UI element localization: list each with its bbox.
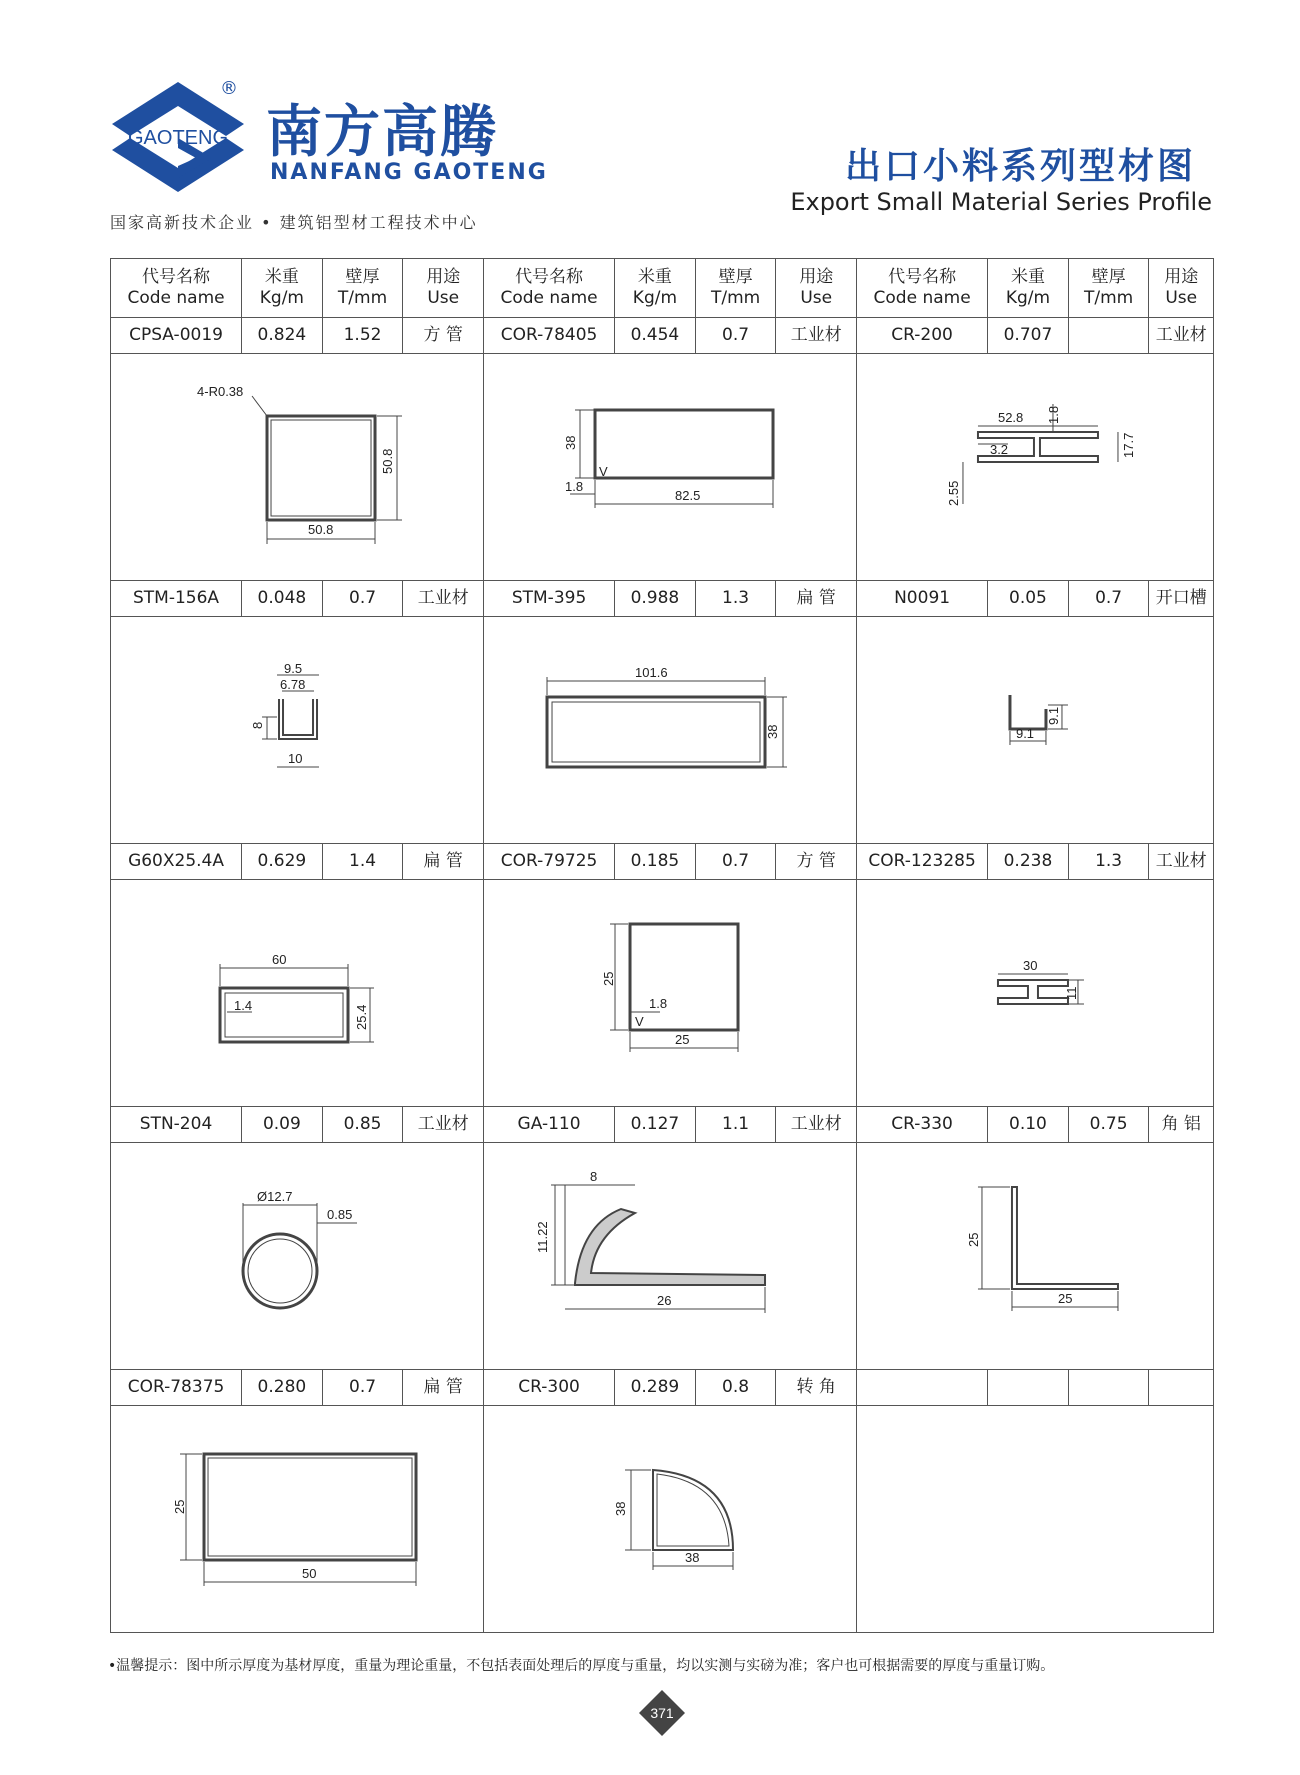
drawing-g60x25-4a bbox=[111, 880, 484, 1107]
profile-table bbox=[110, 258, 1214, 1633]
header-thick-cn: 壁厚 bbox=[345, 267, 380, 287]
cell-weight: 0.988 bbox=[615, 581, 696, 617]
drawing-row bbox=[111, 880, 1214, 1107]
drawing-n0091 bbox=[857, 617, 1214, 844]
header-weight-cn: 米重 bbox=[1010, 267, 1045, 287]
header-weight bbox=[615, 259, 696, 318]
header-thick bbox=[1068, 259, 1149, 318]
cell-weight bbox=[988, 1370, 1069, 1406]
drawing-cr-300 bbox=[484, 1406, 857, 1633]
dim-width: 30 bbox=[1023, 958, 1038, 973]
drawing-row bbox=[111, 1143, 1214, 1370]
cell-weight: 0.280 bbox=[242, 1370, 323, 1406]
cell-use bbox=[1149, 1370, 1214, 1406]
dim-width: 60 bbox=[272, 952, 287, 967]
header-weight-cn: 米重 bbox=[264, 267, 299, 287]
profile-drawing bbox=[484, 354, 856, 580]
dim-height: 38 bbox=[613, 1501, 629, 1516]
header-weight-en: Kg/m bbox=[1005, 288, 1051, 308]
header-code-cn: 代号名称 bbox=[888, 267, 957, 287]
cell-code: CPSA-0019 bbox=[111, 318, 242, 354]
cell-code: CR-330 bbox=[857, 1107, 988, 1143]
dim-width: 50.8 bbox=[308, 522, 334, 537]
table-row bbox=[111, 1107, 1214, 1143]
brand-name-cn: 南方高腾 bbox=[266, 100, 498, 165]
cell-use: 工业材 bbox=[1149, 844, 1214, 880]
cell-use: 扁 管 bbox=[403, 844, 484, 880]
cell-thick: 0.7 bbox=[695, 844, 776, 880]
header-thick-en: T/mm bbox=[337, 288, 388, 308]
dim-height: 38 bbox=[563, 435, 579, 450]
cell-thick: 1.1 bbox=[695, 1107, 776, 1143]
cell-code: STM-156A bbox=[111, 581, 242, 617]
cell-code: N0091 bbox=[857, 581, 988, 617]
dim-width: 82.5 bbox=[675, 488, 701, 503]
cell-weight: 0.707 bbox=[988, 318, 1069, 354]
page-number: 371 bbox=[650, 1705, 674, 1721]
header-weight bbox=[988, 259, 1069, 318]
cell-thick: 1.3 bbox=[695, 581, 776, 617]
header-code bbox=[111, 259, 242, 318]
cell-thick: 0.7 bbox=[1068, 581, 1149, 617]
cell-use: 开口槽 bbox=[1149, 581, 1214, 617]
dim-top: 8 bbox=[590, 1169, 598, 1184]
cell-use: 角 铝 bbox=[1149, 1107, 1214, 1143]
table-row bbox=[111, 318, 1214, 354]
cell-thick bbox=[1068, 318, 1149, 354]
cell-use: 扁 管 bbox=[776, 581, 857, 617]
cell-use: 转 角 bbox=[776, 1370, 857, 1406]
cell-thick: 0.7 bbox=[322, 581, 403, 617]
header-use bbox=[1149, 259, 1214, 318]
drawing-row bbox=[111, 354, 1214, 581]
cell-weight: 0.238 bbox=[988, 844, 1069, 880]
header-thick-cn: 壁厚 bbox=[1091, 267, 1126, 287]
dim-height: 38 bbox=[765, 724, 781, 739]
drawing-cor-78405 bbox=[484, 354, 857, 581]
header-use-en: Use bbox=[427, 288, 460, 308]
profile-drawing bbox=[111, 617, 483, 843]
profile-drawing bbox=[111, 1406, 483, 1632]
dim-thickness: 1.8 bbox=[565, 479, 584, 494]
dim-width: 101.6 bbox=[635, 665, 668, 680]
dim-inner: 6.78 bbox=[280, 677, 306, 692]
table-row bbox=[111, 844, 1214, 880]
drawing-empty bbox=[857, 1406, 1214, 1633]
cell-thick: 1.3 bbox=[1068, 844, 1149, 880]
cell-use: 工业材 bbox=[776, 318, 857, 354]
dim-diameter: Ø12.7 bbox=[257, 1189, 293, 1204]
header-use-cn: 用途 bbox=[1164, 267, 1199, 287]
drawing-stm-156a bbox=[111, 617, 484, 844]
header-thick bbox=[695, 259, 776, 318]
cell-weight: 0.127 bbox=[615, 1107, 696, 1143]
page-title-cn: 出口小料系列型材图 bbox=[844, 146, 1196, 187]
dim-height: 8 bbox=[250, 721, 266, 729]
cell-code: COR-123285 bbox=[857, 844, 988, 880]
header-code-en: Code name bbox=[500, 288, 598, 308]
cell-code: COR-78375 bbox=[111, 1370, 242, 1406]
drawing-row bbox=[111, 1406, 1214, 1633]
dim-thickness: 1.8 bbox=[1046, 405, 1062, 424]
drawing-stm-395 bbox=[484, 617, 857, 844]
dim-width: 38 bbox=[685, 1550, 700, 1565]
drawing-cr-200 bbox=[857, 354, 1214, 581]
profile-drawing bbox=[111, 1143, 483, 1369]
profile-drawing bbox=[857, 617, 1213, 843]
cell-thick: 1.52 bbox=[322, 318, 403, 354]
dim-width: 25 bbox=[1058, 1291, 1073, 1306]
profile-drawing bbox=[484, 880, 856, 1106]
cell-thick bbox=[1068, 1370, 1149, 1406]
dim-height: 9.1 bbox=[1046, 706, 1062, 725]
cell-code: COR-79725 bbox=[484, 844, 615, 880]
dim-width: 26 bbox=[657, 1293, 672, 1308]
cell-weight: 0.289 bbox=[615, 1370, 696, 1406]
cell-weight: 0.454 bbox=[615, 318, 696, 354]
drawing-cpsa-0019 bbox=[111, 354, 484, 581]
cell-code bbox=[857, 1370, 988, 1406]
header-use bbox=[776, 259, 857, 318]
dim-height: 25.4 bbox=[354, 1004, 370, 1030]
profile-drawing bbox=[857, 1143, 1213, 1369]
cell-code: CR-300 bbox=[484, 1370, 615, 1406]
dim-height: 11 bbox=[1064, 986, 1080, 1000]
header-code bbox=[484, 259, 615, 318]
drawing-cor-123285 bbox=[857, 880, 1214, 1107]
profile-drawing bbox=[111, 354, 483, 580]
drawing-cor-79725 bbox=[484, 880, 857, 1107]
header-weight bbox=[242, 259, 323, 318]
drawing-stn-204 bbox=[111, 1143, 484, 1370]
registered-mark: ® bbox=[220, 78, 238, 99]
logo-text: GAOTENG bbox=[127, 127, 229, 149]
dim-height: 25 bbox=[601, 971, 617, 986]
drawing-ga-110 bbox=[484, 1143, 857, 1370]
header-code bbox=[857, 259, 988, 318]
dim-width: 25 bbox=[675, 1032, 690, 1047]
cell-thick: 1.4 bbox=[322, 844, 403, 880]
profile-drawing bbox=[484, 617, 856, 843]
header-code-cn: 代号名称 bbox=[515, 267, 584, 287]
cell-weight: 0.048 bbox=[242, 581, 323, 617]
cell-thick: 0.75 bbox=[1068, 1107, 1149, 1143]
drawing-row bbox=[111, 617, 1214, 844]
cell-code: STM-395 bbox=[484, 581, 615, 617]
dim-marker: V bbox=[635, 1014, 644, 1029]
header-use-cn: 用途 bbox=[799, 267, 834, 287]
header-code-en: Code name bbox=[127, 288, 225, 308]
page-number-badge bbox=[637, 1688, 687, 1738]
cell-code: STN-204 bbox=[111, 1107, 242, 1143]
cell-code: G60X25.4A bbox=[111, 844, 242, 880]
dim-thickness: 1.4 bbox=[234, 998, 253, 1013]
footer-note: •温馨提示：图中所示厚度为基材厚度，重量为理论重量，不包括表面处理后的厚度与重量，均以实测与实磅为准；客户也可根据需要的厚度与重量订购。 bbox=[108, 1658, 1055, 1674]
header-thick-en: T/mm bbox=[1083, 288, 1134, 308]
dim-offset: 2.55 bbox=[946, 480, 962, 506]
cell-weight: 0.10 bbox=[988, 1107, 1069, 1143]
dim-radius: 4-R0.38 bbox=[197, 384, 244, 399]
cell-code: GA-110 bbox=[484, 1107, 615, 1143]
dim-height: 17.7 bbox=[1121, 432, 1137, 458]
cell-use: 方 管 bbox=[776, 844, 857, 880]
dim-thickness: 0.85 bbox=[327, 1207, 353, 1222]
header-thick-cn: 壁厚 bbox=[718, 267, 753, 287]
cell-weight: 0.185 bbox=[615, 844, 696, 880]
header-weight-en: Kg/m bbox=[259, 288, 304, 308]
dim-height: 25 bbox=[172, 1499, 188, 1514]
cell-thick: 0.7 bbox=[695, 318, 776, 354]
cell-use: 扁 管 bbox=[403, 1370, 484, 1406]
header-thick bbox=[322, 259, 403, 318]
profile-drawing bbox=[857, 880, 1213, 1106]
header-use-en: Use bbox=[800, 288, 833, 308]
cell-code: COR-78405 bbox=[484, 318, 615, 354]
dim-height: 11.22 bbox=[535, 1221, 551, 1253]
profile-drawing bbox=[111, 880, 483, 1106]
cell-use: 工业材 bbox=[776, 1107, 857, 1143]
cell-code: CR-200 bbox=[857, 318, 988, 354]
drawing-cor-78375 bbox=[111, 1406, 484, 1633]
cell-thick: 0.85 bbox=[322, 1107, 403, 1143]
dim-marker: V bbox=[599, 464, 608, 479]
profile-drawing bbox=[857, 354, 1213, 580]
cell-weight: 0.09 bbox=[242, 1107, 323, 1143]
brand-tagline: 国家高新技术企业 • 建筑铝型材工程技术中心 bbox=[110, 213, 478, 232]
header-use bbox=[403, 259, 484, 318]
header-weight-cn: 米重 bbox=[637, 267, 672, 287]
page-title-en: Export Small Material Series Profile bbox=[790, 188, 1212, 216]
dim-height: 50.8 bbox=[380, 448, 396, 474]
cell-thick: 0.8 bbox=[695, 1370, 776, 1406]
dim-width: 10 bbox=[288, 751, 303, 766]
header-weight-en: Kg/m bbox=[632, 288, 678, 308]
header-code-cn: 代号名称 bbox=[142, 267, 211, 287]
dim-inner: 3.2 bbox=[990, 442, 1009, 457]
table-row bbox=[111, 1370, 1214, 1406]
cell-thick: 0.7 bbox=[322, 1370, 403, 1406]
header-use-cn: 用途 bbox=[426, 267, 461, 287]
table-row bbox=[111, 581, 1214, 617]
cell-use: 工业材 bbox=[403, 1107, 484, 1143]
dim-thickness: 1.8 bbox=[649, 996, 668, 1011]
dim-width: 9.1 bbox=[1016, 726, 1035, 741]
header-use-en: Use bbox=[1165, 288, 1198, 308]
table-header-row bbox=[111, 259, 1214, 318]
dim-height: 25 bbox=[966, 1232, 982, 1247]
cell-weight: 0.629 bbox=[242, 844, 323, 880]
profile-drawing bbox=[484, 1143, 856, 1369]
header-code-en: Code name bbox=[873, 288, 971, 308]
profile-drawing bbox=[484, 1406, 856, 1632]
drawing-cr-330 bbox=[857, 1143, 1214, 1370]
brand-name-en: NANFANG GAOTENG bbox=[270, 160, 548, 185]
header-thick-en: T/mm bbox=[710, 288, 761, 308]
cell-use: 方 管 bbox=[403, 318, 484, 354]
cell-weight: 0.05 bbox=[988, 581, 1069, 617]
cell-weight: 0.824 bbox=[242, 318, 323, 354]
cell-use: 工业材 bbox=[1149, 318, 1214, 354]
dim-width: 52.8 bbox=[998, 410, 1024, 425]
dim-outer: 9.5 bbox=[284, 661, 303, 676]
dim-width: 50 bbox=[302, 1566, 317, 1581]
cell-use: 工业材 bbox=[403, 581, 484, 617]
